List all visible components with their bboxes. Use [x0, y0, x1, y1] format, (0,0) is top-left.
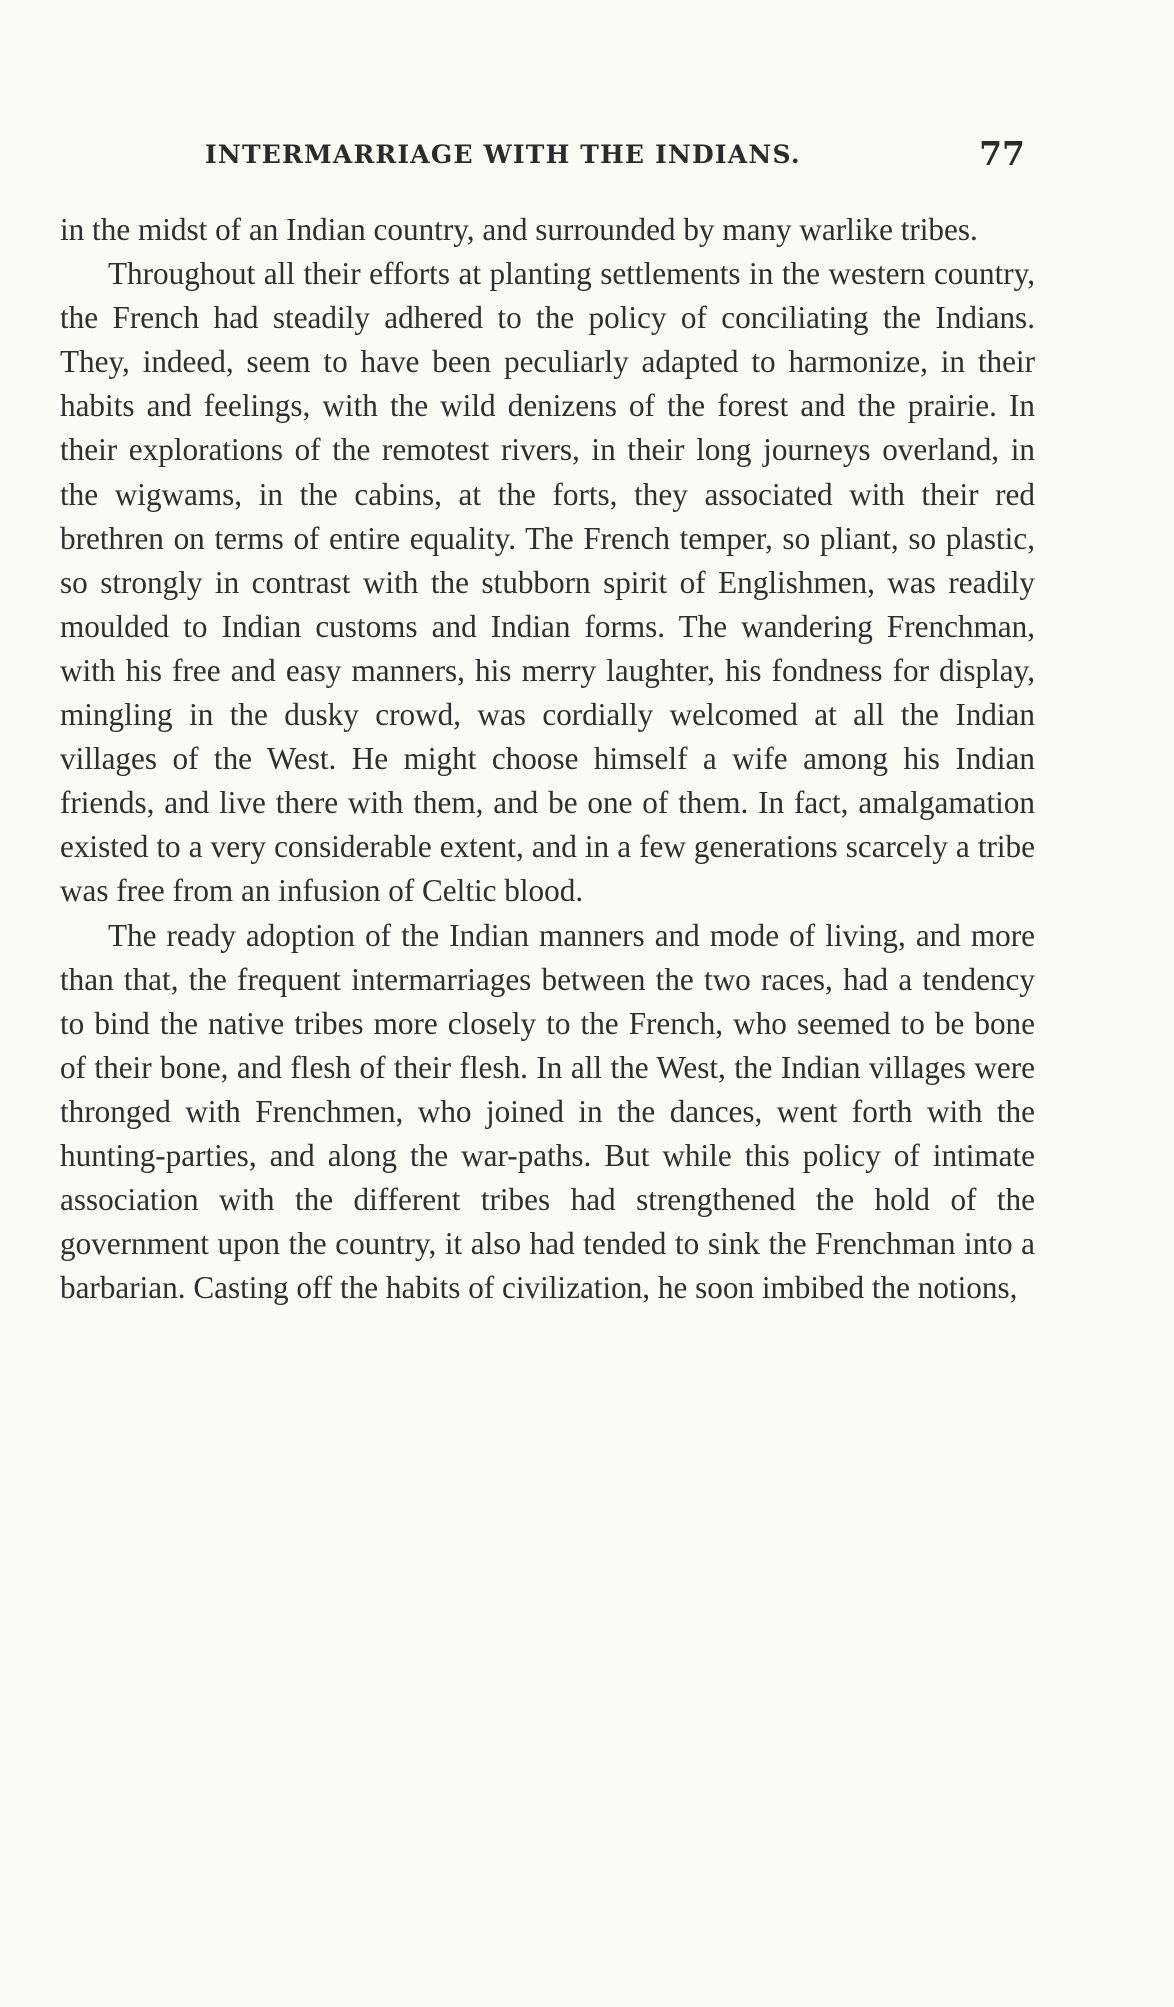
page-number: 77: [979, 134, 1025, 173]
paragraph-intermarriage-effects: The ready adoption of the Indian manners and mode of living, and more than that, the frequent intermarriages between the two races, had a tendency to bind the native tribes more closely to the French, who seemed to be bone of their bone, and flesh of their flesh. In all the West, the Indian villages were thronged with Frenchmen, who joined in the dances, went forth with the hunting-parties, and along the war-paths. But while this policy of intimate association with the different tribes had strengthened the hold of the government upon the country, it also had tended to sink the Frenchman into a barbarian. Casting off the habits of civilization, he soon imbibed the notions,: [60, 917, 1035, 1306]
running-head: [205, 132, 1033, 182]
paragraph-french-policy: Throughout all their efforts at planting settlements in the western country, the French had steadily adhered to the policy of conciliating the Indians. They, indeed, seem to have been peculiarly adapted to harmonize, in their habits and feelings, with the wild denizens of the forest and the prairie. In their explorations of the remotest rivers, in their long journeys overland, in the wigwams, in the cabins, at the forts, they associated with their red brethren on terms of entire equality. The French temper, so pliant, so plastic, so strongly in contrast with the stubborn spirit of Englishmen, was readily moulded to Indian customs and Indian forms. The wandering Frenchman, with his free and easy manners, his merry laughter, his fondness for display, mingling in the dusky crowd, was cordially welcomed at all the Indian villages of the West. He might choose himself a wife among his Indian friends, and live there with them, and be one of them. In fact, amalgamation existed to a very considerable extent, and in a few generations scarcely a tribe was free from an infusion of Celtic blood.: [60, 256, 1035, 909]
running-title: INTERMARRIAGE WITH THE INDIANS.: [205, 140, 801, 169]
paragraph-continuation: in the midst of an Indian country, and surrounded by many warlike tribes.: [60, 212, 978, 247]
body-text: [60, 208, 1035, 1310]
